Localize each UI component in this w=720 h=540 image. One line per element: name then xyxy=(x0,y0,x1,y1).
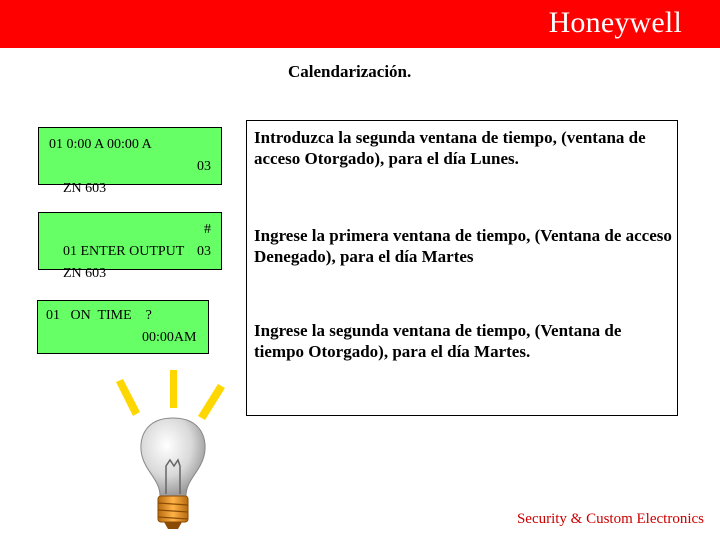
lcd-display-1 xyxy=(38,127,222,196)
lcd-1-line-2-right: 03 xyxy=(197,159,211,174)
light-ray-right xyxy=(198,384,225,420)
page-title: Calendarización. xyxy=(288,62,412,81)
instruction-text-3: Ingrese la segunda ventana de tiempo, (Ventana de tiempo Otorgado), para el día Martes. xyxy=(254,321,622,361)
brand-logo-text: Honeywell xyxy=(548,6,682,39)
lcd-2-line-1-left: 01 ENTER OUTPUT xyxy=(63,244,185,259)
lcd-2-line-2 xyxy=(49,241,211,281)
lcd-2-line-2-left: ZN 603 xyxy=(63,266,107,281)
lcd-3-line-2: 00:00AM xyxy=(142,330,197,345)
instruction-text-1: Introduzca la segunda ventana de tiempo, (ventana de acceso Otorgado), para el día Lunes. xyxy=(254,128,646,168)
lcd-3-line-1: 01 ON TIME ? xyxy=(46,308,152,323)
footer-text: Security & Custom Electronics xyxy=(516,511,704,527)
header-bar xyxy=(0,0,720,48)
lcd-1-line-2-left: ZN 603 xyxy=(63,181,107,196)
instruction-text-2: Ingrese la primera ventana de tiempo, (Ventana de acceso Denegado), para el día Martes xyxy=(254,226,672,266)
lcd-1-line-1: 01 0:00 A 00:00 A xyxy=(49,137,152,152)
light-ray-center xyxy=(170,370,177,408)
light-ray-left xyxy=(116,379,140,416)
lcd-display-2 xyxy=(38,212,222,281)
lcd-1-line-2 xyxy=(49,156,211,196)
light-bulb-icon xyxy=(108,368,238,533)
lcd-display-3 xyxy=(37,300,209,354)
lcd-2-line-1-right: # xyxy=(204,222,211,237)
lcd-2-line-2-right: 03 xyxy=(197,244,211,259)
